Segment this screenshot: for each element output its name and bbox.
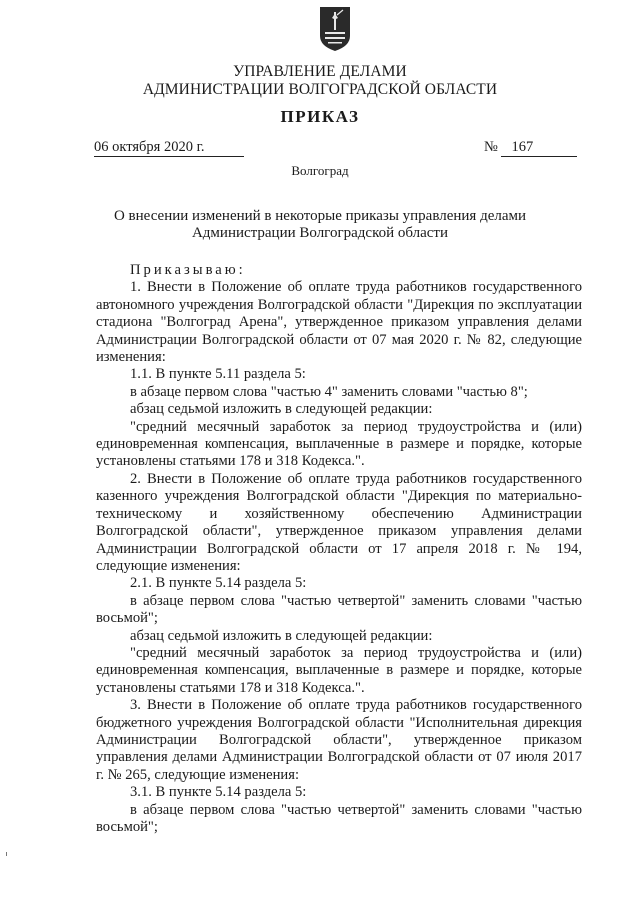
subject-line1: О внесении изменений в некоторые приказы управления делами (113, 208, 527, 224)
document-body (96, 262, 582, 836)
paragraph: "средний месячный заработок за период трудоустройства и (или) единовременная компенсация, выплаченные в размере и порядке, которые установлены статьями 178 и 318 Кодекса.". (96, 644, 582, 696)
paragraph: 3.1. В пункте 5.14 раздела 5: (130, 784, 307, 801)
document-date (94, 138, 244, 157)
margin-mark (6, 852, 7, 856)
coat-of-arms-icon (319, 6, 351, 52)
paragraph: в абзаце первом слова "частью четвертой" заменить словами "частью восьмой"; (96, 592, 582, 627)
paragraph: "средний месячный заработок за период трудоустройства и (или) единовременная компенсация, выплаченные в размере и порядке, которые установлены статьями 178 и 318 Кодекса.". (96, 418, 582, 470)
paragraph: 1. Внести в Положение об оплате труда работников государственного автономного учреждения Волгоградской области "Дирекция по эксплуатации стадиона "Волгоград Арена", утвержденное приказом управления делами Администрации Волгоградской области от 07 мая 2020 г. № 82, следующие изменения: (96, 279, 582, 366)
command-word: Приказываю: (130, 262, 246, 278)
subject-line2: Администрации Волгоградской области (191, 225, 449, 241)
paragraph: в абзаце первом слова "частью четвертой" заменить словами "частью восьмой"; (96, 801, 582, 835)
paragraph: в абзаце первом слова "частью 4" заменить словами "частью 8"; (130, 383, 528, 400)
paragraph: абзац седьмой изложить в следующей редакции: (130, 401, 433, 418)
paragraph: 3. Внести в Положение об оплате труда работников государственного бюджетного учреждения Волгоградской области "Исполнительная дирекция Администрации Волгоградской области", утвержденное приказом управления делами Администрации Волгоградской области от 07 июля 2017 г. № 265, следующие изменения: (96, 697, 582, 783)
paragraph: 2.1. В пункте 5.14 раздела 5: (130, 575, 307, 592)
paragraph: 2. Внести в Положение об оплате труда работников государственного казенного учреждения Волгоградской области "Дирекция по материально-техническому и хозяйственному обеспечению Администрации Волгоградской области", утвержденное приказом управления делами Администрации Волгоградской области от 17 апреля 2018 г. № 194, следующие изменения: (96, 470, 582, 574)
org-name-line1: УПРАВЛЕНИЕ ДЕЛАМИ (233, 63, 407, 80)
number-value: 167 (501, 138, 577, 157)
document-type-title: ПРИКАЗ (280, 107, 360, 126)
number-label: № (484, 139, 498, 155)
document-number (484, 138, 577, 157)
city-name: Волгоград (291, 163, 349, 178)
org-name-line2: АДМИНИСТРАЦИИ ВОЛГОГРАДСКОЙ ОБЛАСТИ (142, 81, 498, 98)
document-date-value: 06 октября 2020 г. (94, 138, 244, 157)
paragraph: абзац седьмой изложить в следующей редакции: (130, 627, 433, 644)
paragraph: 1.1. В пункте 5.11 раздела 5: (130, 366, 306, 383)
